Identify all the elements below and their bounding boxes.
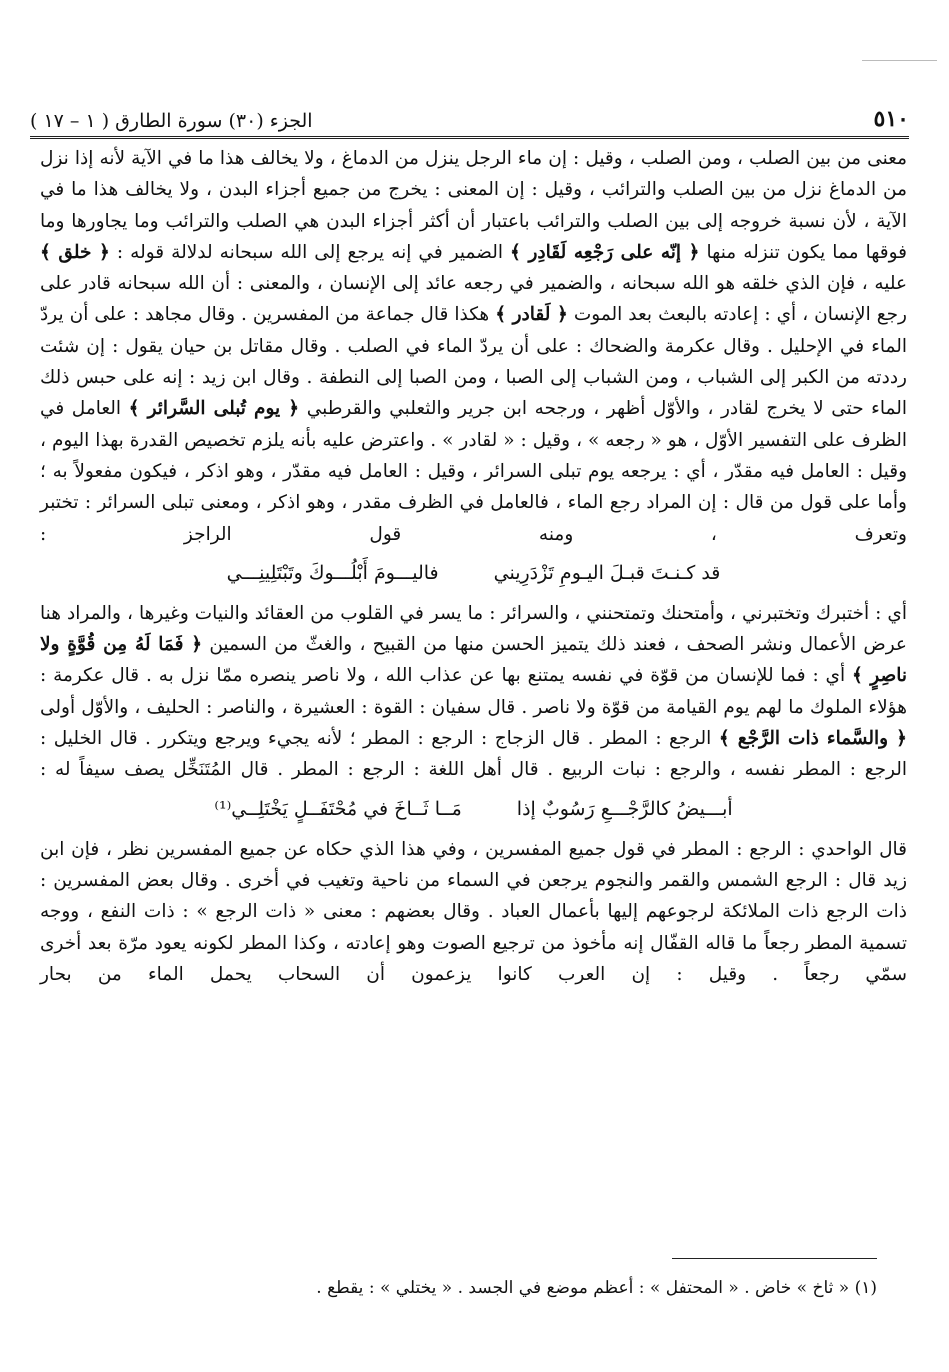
page-number: ٥١٠ (873, 106, 909, 132)
poetry-verse-2 (40, 792, 907, 826)
footnote: (١) « ثاخ » خاض . « المحتفل » : أعظم موضع في الجسد . « يختلي » : يقطع . (316, 1278, 877, 1298)
verse-hemistich-right: قد كـنـتَ قبـلَ اليـومِ تَزْدَرِيني (493, 561, 721, 584)
footnote-divider (672, 1258, 877, 1259)
verse-hemistich-left: فاليـــومَ أَبْلُـــوكَ وتَبْتَلِينِـــي (226, 561, 439, 584)
quran-quote: ﴿ لَقادر ﴾ (495, 304, 568, 326)
quran-quote: ﴿ يوم تُبلى السَّرائر ﴾ (128, 398, 300, 420)
text-segment: الرجع : المطر . قال الزجاج : الرجع : المطر ؛ لأنه يجيء ويرجع ويتكرر . قال الخليل : الرجع : المطر نفسه ، والرجع : نبات الربيع . قال أهل اللغة : الرجع : المطر . قال المُتَنَخِّل يصف سيفاً له : (40, 728, 907, 781)
paragraph-1 (40, 143, 907, 550)
main-text (40, 143, 907, 990)
quran-quote: ﴿ إنّه على رَجْعِه لَقَادِر ﴾ (510, 241, 700, 263)
quran-quote: ﴿ والسَّماء ذات الرَّجْع ﴾ (718, 728, 908, 750)
poetry-verse-1 (40, 556, 907, 590)
scan-mark (862, 60, 937, 65)
text-segment: قال الواحدي : الرجع : المطر في قول جميع المفسرين ، وفي هذا الذي حكاه عن جميع المفسرين نظر ، فإن ابن زيد قال : الرجع الشمس والقمر والنجوم يرجعن في السماء من ناحية وتغيب في أخرى . وقال بعض المفسرين : ذات الرجع ذات الملائكة لرجوعهم إليها بأعمال العباد . وقال بعضهم : معنى « ذات الرجع » : ذات النفع ، ووجه تسمية المطر رجعاً ما قاله القفّال إنه مأخوذ من ترجيع الصوت وهو إعادته ، وكذا المطر لكونه يعود مرّة بعد أخرى سمّي رجعاً . وقيل : إن العرب كانوا يزعمون أن السحاب يحمل الماء من بحار (40, 838, 907, 985)
running-title: الجزء (٣٠) سورة الطارق ( ١ – ١٧ ) (30, 110, 313, 132)
running-header (30, 98, 909, 139)
paragraph-2 (40, 598, 907, 786)
verse-hemistich-right: أبـــيضُ كالرَّجْـــعِ رَسُوبٌ إذا (516, 797, 733, 820)
text-segment: هكذا قال جماعة من المفسرين . وقال مجاهد : على أن يردّ الماء في الإحليل . وقال عكرمة والضحاك : على أن يردّ الماء في الصلب . وقال مقاتل بن حيان يقول : إن شئت رددته من الكبر إلى الشباب ، ومن الشباب إلى الصبا ، ومن الصبا إلى النطفة . وقال ابن زيد : إنه على حبس ذلك الماء حتى لا يخرج لقادر ، والأوّل أظهر ، ورجحه ابن جرير والثعلبي والقرطبي (40, 304, 907, 420)
paragraph-3 (40, 834, 907, 990)
verse-hemistich-left: مَــا ثَــاخَ في مُحْتَفَــلٍ يَخْتَلِــي⁽¹⁾ (214, 797, 462, 820)
text-segment: عليه ، فإن الذي خلقه هو الله سبحانه ، والضمير في رجعه عائد إلى الإنسان ، والمعنى : أن الله سبحانه قادر على رجع الإنسان ، أي : إعادته بالبعث بعد الموت (40, 273, 907, 326)
quran-quote: ﴿ فَمَا لَهُ مِن قُوَّةٍ ولا ناصِرٍ ﴾ (40, 634, 908, 687)
text-segment: العامل في الظرف على التفسير الأوّل ، هو « رجعه » ، وقيل : « لقادر » . واعترض عليه بأنه يلزم تخصيص القدرة بهذا اليوم ، وقيل : العامل فيه مقدّر ، أي : يرجعه يوم تبلى السرائر ، وقيل : العامل فيه مقدّر ، وهو اذكر ، فيكون مفعولاً به ؛ وأما على قول من قال : إن المراد رجع الماء ، فالعامل في الظرف مقدر ، وهو اذكر ، ومعنى تبلى السرائر : تختبر وتعرف ، ومنه قول الراجز : (40, 398, 907, 545)
quran-quote: ﴿ خلق ﴾ (40, 241, 110, 263)
text-segment: أي : أختبرك وتختبرني ، وأمتحنك وتمتحنني ، والسرائر : ما يسر في القلوب من العقائد والنيات وغيرها ، والمراد هنا عرض الأعمال ونشر الصحف ، فعند ذلك يتميز الحسن منها من القبيح ، والغثّ من السمين (40, 602, 907, 656)
text-segment: أي : فما للإنسان من قوّة في نفسه يمتنع بها عن عذاب الله ، ولا ناصر ينصره ممّا نزل به . قال عكرمة : هؤلاء الملوك ما لهم يوم القيامة من قوّة ولا ناصر . قال سفيان : القوة : العشيرة ، والناصر : الحليف ، والأوّل أولى (40, 665, 907, 718)
text-segment: الضمير في إنه يرجع إلى الله سبحانه لدلالة قوله : (116, 241, 503, 263)
text-segment: معنى من بين الصلب ، ومن الصلب ، وقيل : إن ماء الرجل ينزل من الدماغ ، ولا يخالف هذا ما في الآية لأنه إذا نزل من الدماغ نزل من بين الصلب والترائب ، وقيل : إن المعنى : يخرج من جميع أجزاء البدن ، ولا يخالف هذا ما في الآية ، لأن نسبة خروجه إلى بين الصلب والترائب باعتبار أن أكثر أجزاء البدن هي الصلب والترائب وما يجاورها وما فوقها مما يكون تنزله منها (40, 148, 907, 263)
